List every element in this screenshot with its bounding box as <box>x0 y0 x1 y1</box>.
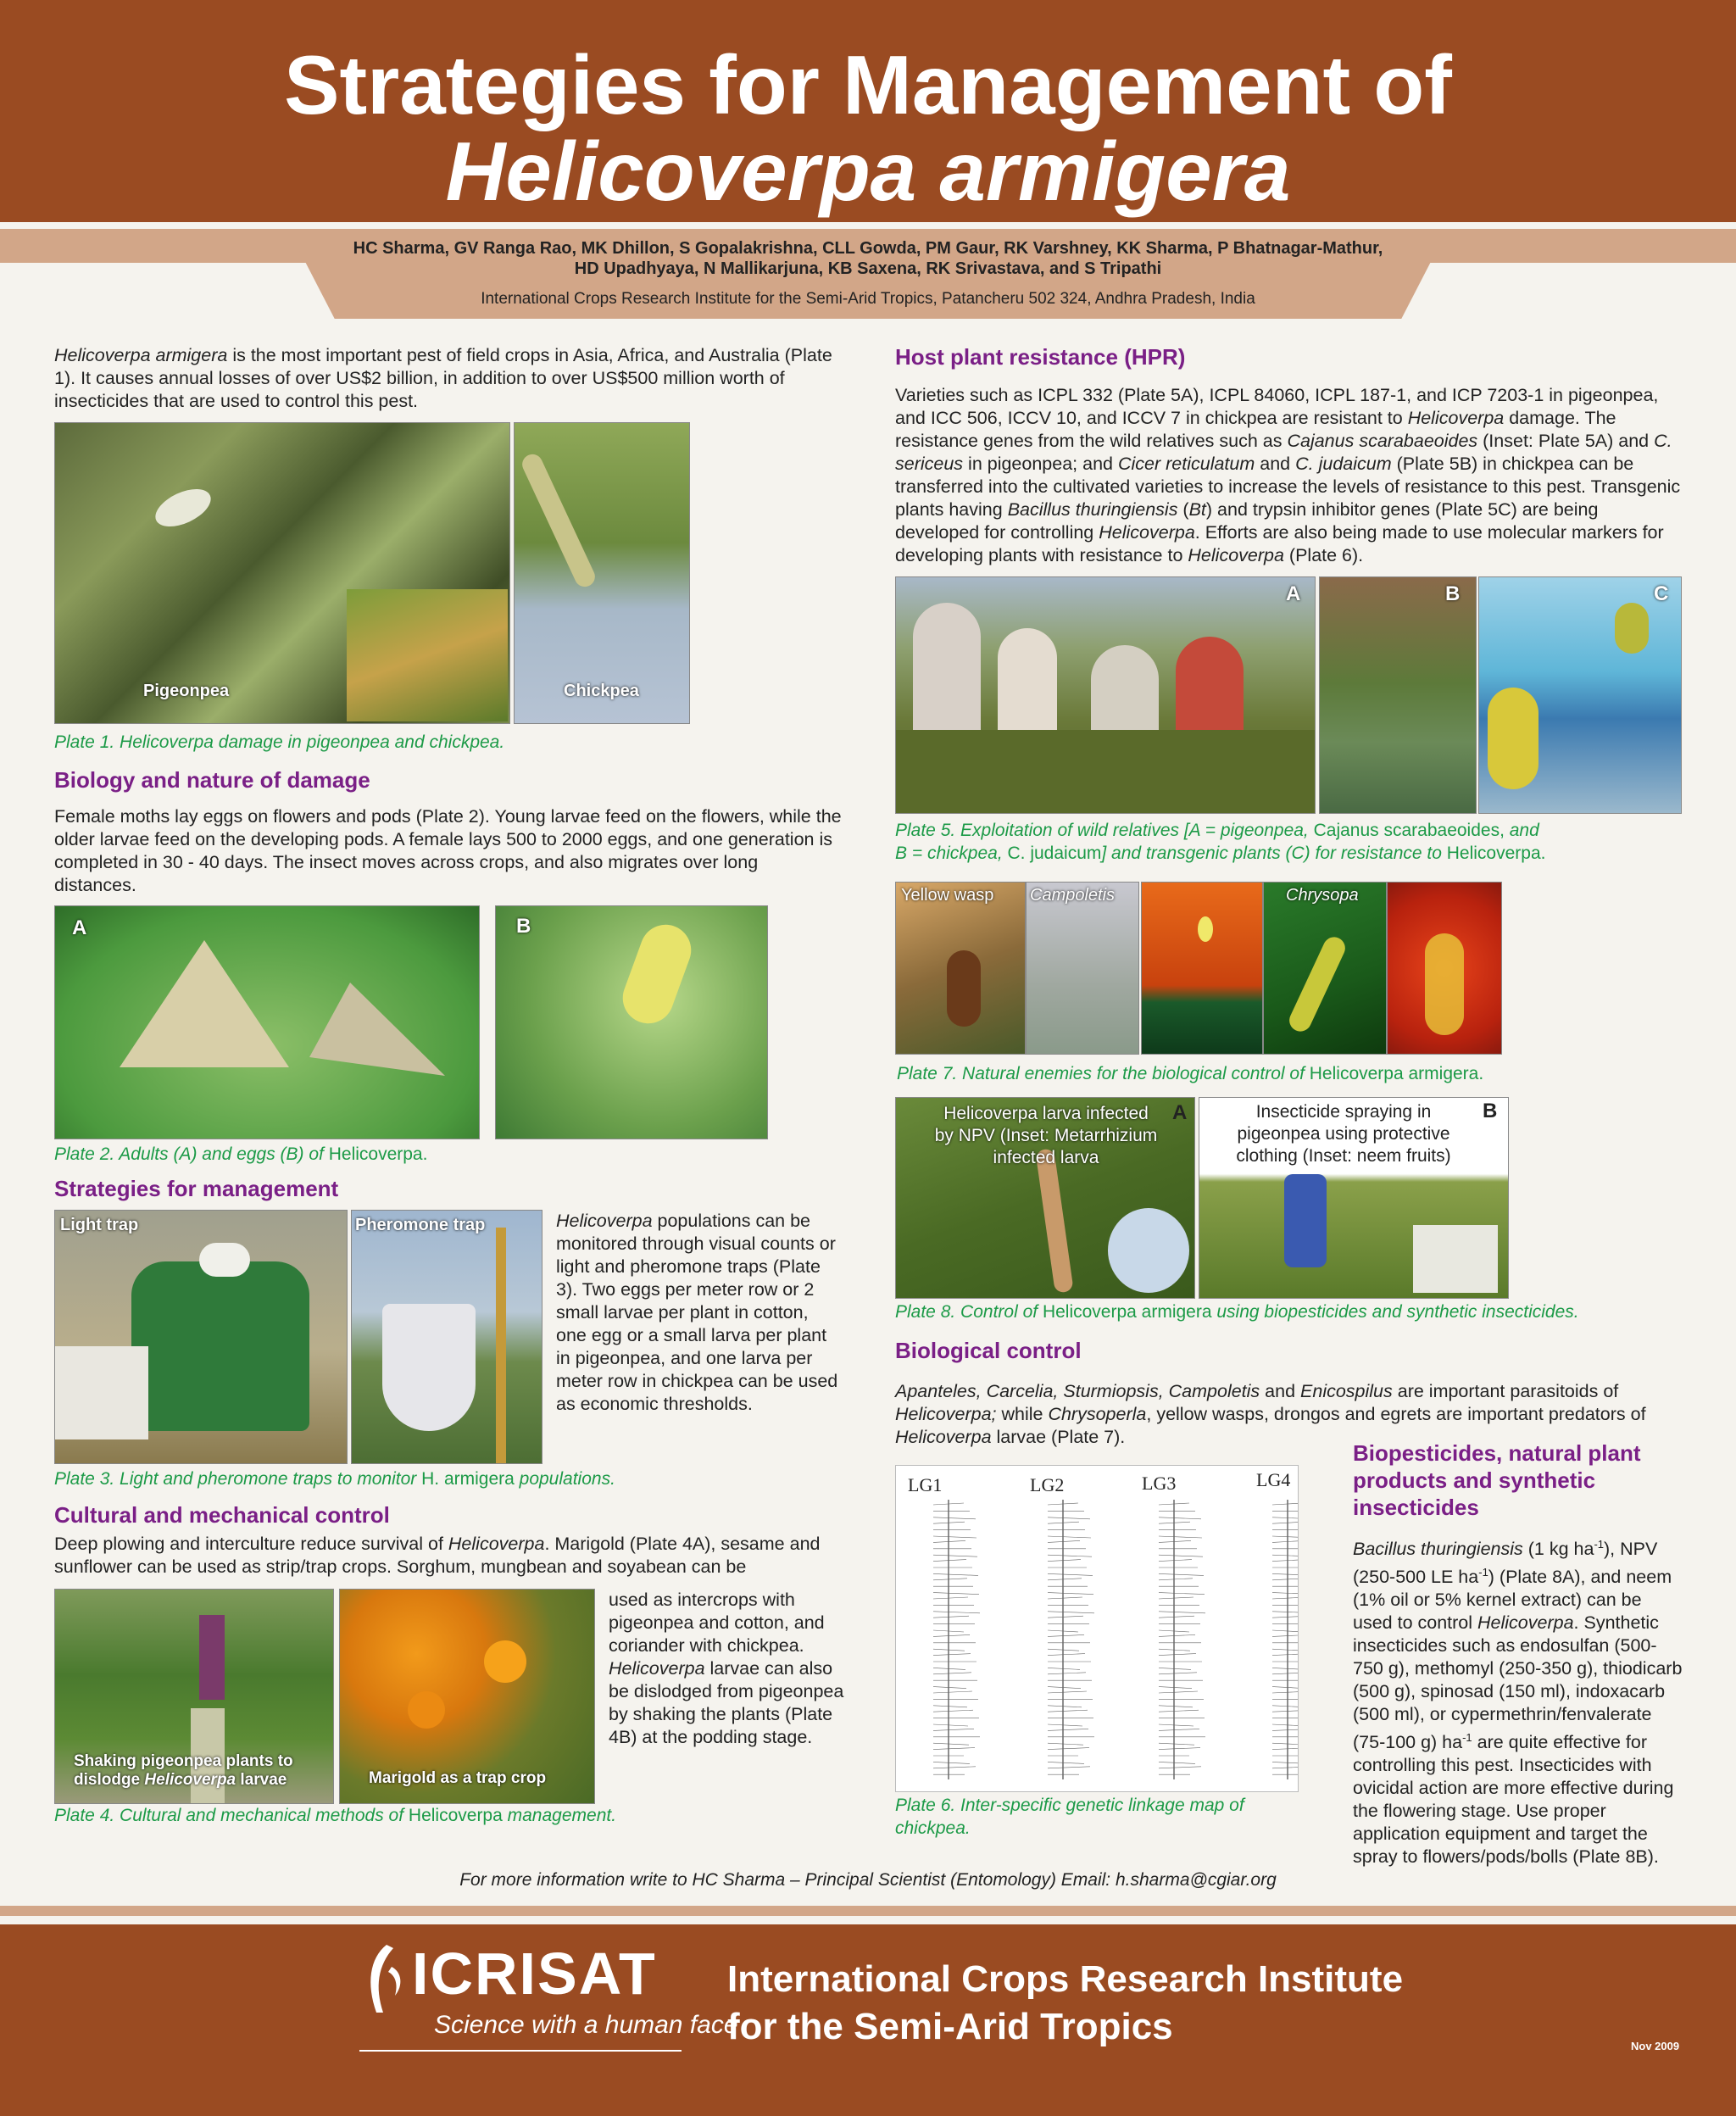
linkage-marker <box>1048 1724 1082 1726</box>
plate3-caption <box>54 1467 615 1490</box>
linkage-marker <box>933 1540 965 1542</box>
plate2-caption-species: Helicoverpa. <box>328 1144 428 1164</box>
biopesticides-text-1: (1 kg ha <box>1522 1539 1594 1560</box>
linkage-marker <box>1048 1540 1080 1542</box>
linkage-marker <box>1159 1579 1193 1580</box>
linkage-marker <box>1272 1767 1298 1768</box>
linkage-marker <box>1048 1748 1089 1750</box>
linkage-marker <box>1048 1634 1084 1636</box>
hpr-species-5: C. judaicum <box>1295 454 1392 474</box>
biological-text-3: while <box>996 1404 1049 1424</box>
linkage-marker <box>1272 1724 1298 1726</box>
linkage-marker <box>1048 1743 1083 1745</box>
linkage-marker <box>1272 1673 1298 1674</box>
plate5-pigeonpea-photo <box>895 576 1316 814</box>
cultural-side-paragraph <box>609 1589 846 1749</box>
linkage-marker <box>933 1767 976 1768</box>
authors-line1: HC Sharma, GV Ranga Rao, MK Dhillon, S Gopalakrishna, CLL Gowda, PM Gaur, RK Varshney, KK Sharma, P Bhatnagar-Mathur, <box>353 239 1383 258</box>
linkage-marker <box>1272 1748 1298 1750</box>
biological-text-2: are important parasitoids of <box>1392 1381 1619 1401</box>
biopesticides-sup-3: -1 <box>1462 1731 1472 1745</box>
biopesticides-text-3: ) (Plate 8A), and neem (1% oil or 5% kernel extract) can be used to control <box>1353 1567 1672 1634</box>
plate8-b-line3: clothing (Inset: neem fruits) <box>1236 1146 1451 1166</box>
cultural-paragraph <box>54 1533 843 1579</box>
plate5-caption-1b: Cajanus scarabaeoides, <box>1313 821 1505 840</box>
hpr-text-9: . Efforts are also being made to use molecular markers for developing plants with resistance to <box>895 522 1664 565</box>
plate8-b-line2: pigeonpea using protective <box>1237 1124 1450 1144</box>
affiliation: International Crops Research Institute for the Semi-Arid Tropics, Patancheru 502 324, Andhra Pradesh, India <box>481 290 1255 308</box>
biological-text-4: , yellow wasps, drongos and egrets are important predators of <box>1146 1404 1646 1424</box>
biological-text-1: and <box>1260 1381 1301 1401</box>
plate8-caption-a: Plate 8. Control of <box>895 1302 1043 1322</box>
linkage-marker <box>1159 1687 1192 1689</box>
linkage-marker <box>1159 1593 1205 1595</box>
linkage-marker <box>933 1729 974 1730</box>
plate4-shaking-label-b: dislodge <box>74 1771 145 1789</box>
plate8-caption <box>895 1300 1579 1323</box>
linkage-marker <box>1159 1517 1201 1519</box>
linkage-marker <box>1048 1762 1084 1763</box>
linkage-marker <box>1159 1616 1194 1618</box>
hpr-species-8: Helicoverpa <box>1099 522 1195 543</box>
linkage-marker <box>933 1654 971 1656</box>
plate1-chickpea-label: Chickpea <box>564 682 639 700</box>
plate3-caption-c: populations. <box>514 1469 615 1489</box>
linkage-marker <box>1272 1654 1298 1656</box>
linkage-marker <box>1159 1729 1199 1730</box>
plate8-a-line1: Helicoverpa larva infected <box>943 1104 1149 1123</box>
plate2-label-a: A <box>72 916 87 939</box>
plate5-caption-1c: and <box>1504 821 1539 840</box>
hpr-species-4: Cicer reticulatum <box>1117 454 1255 474</box>
linkage-marker <box>1159 1634 1195 1636</box>
linkage-marker <box>1048 1579 1082 1580</box>
linkage-marker <box>933 1634 970 1636</box>
linkage-marker <box>1159 1597 1194 1599</box>
plate7-chrysopa-photo <box>1263 882 1387 1055</box>
plate8-a-line2: by NPV (Inset: Metarrhizium <box>934 1126 1158 1145</box>
linkage-marker <box>1048 1673 1086 1674</box>
plate6-caption-line1: Plate 6. Inter-specific genetic linkage map of <box>895 1796 1244 1815</box>
linkage-marker <box>1048 1597 1082 1599</box>
plate3-light-trap-photo <box>54 1210 348 1464</box>
plate7-wasp-label: Yellow wasp <box>901 886 994 905</box>
plate1-pigeonpea-photo <box>54 422 510 724</box>
plate6-caption-line2: chickpea. <box>895 1818 971 1838</box>
linkage-marker <box>1159 1691 1198 1693</box>
lg3-label: LG3 <box>1142 1473 1177 1494</box>
cultural-heading: Cultural and mechanical control <box>54 1502 390 1528</box>
biopesticides-sup-2: -1 <box>1478 1566 1488 1579</box>
plate4-caption-a: Plate 4. Cultural and mechanical methods of <box>54 1806 409 1825</box>
biopesticides-heading-line2: products and synthetic <box>1353 1467 1596 1493</box>
linkage-marker <box>1048 1612 1094 1613</box>
linkage-marker <box>1272 1634 1298 1636</box>
linkage-marker <box>933 1560 966 1562</box>
authors-line2: HD Upadhyaya, N Mallikarjuna, KB Saxena, RK Srivastava, and S Tripathi <box>574 259 1162 278</box>
linkage-marker <box>933 1593 979 1595</box>
plate7-campoletis-label: Campoletis <box>1030 886 1116 905</box>
linkage-marker <box>1272 1579 1298 1580</box>
linkage-marker <box>1159 1654 1196 1656</box>
plate5-caption-2a: B = chickpea, <box>895 844 1008 863</box>
linkage-marker <box>933 1616 969 1618</box>
plate4-shaking-species: Helicoverpa <box>144 1771 236 1789</box>
plate5-label-a: A <box>1286 582 1301 605</box>
contact-line: For more information write to HC Sharma – Principal Scientist (Entomology) Email: h.sharma@cgiar.org <box>459 1870 1277 1890</box>
linkage-marker <box>933 1668 965 1669</box>
lg1-label: LG1 <box>908 1474 943 1495</box>
biological-species-1: Apanteles, Carcelia, Sturmiopsis, Campoletis <box>895 1381 1260 1401</box>
plate8-b-label <box>1216 1101 1471 1167</box>
biological-text-5: larvae (Plate 7). <box>991 1427 1126 1447</box>
plate5-label-b: B <box>1445 582 1461 605</box>
plate7-chrysopa-label: Chrysopa <box>1286 886 1359 905</box>
linkage-marker <box>1159 1560 1192 1562</box>
poster-title-line1: Strategies for Management of <box>284 38 1452 131</box>
linkage-marker <box>1272 1536 1298 1538</box>
icrisat-logo-text: ICRISAT <box>412 1941 657 2007</box>
hpr-species-7: Bt <box>1188 499 1206 520</box>
biopesticides-sup-1: -1 <box>1594 1538 1604 1551</box>
plate5-caption-2d: Helicoverpa. <box>1446 844 1546 863</box>
linkage-marker <box>1272 1668 1298 1669</box>
linkage-marker <box>1272 1762 1298 1763</box>
plate3-pheromone-label: Pheromone trap <box>355 1216 486 1234</box>
plate4-caption-b: Helicoverpa <box>408 1806 503 1825</box>
linkage-marker <box>1272 1597 1298 1599</box>
biopesticides-heading-line3: insecticides <box>1353 1495 1479 1520</box>
linkage-marker <box>1048 1767 1090 1768</box>
intro-text: is the most important pest of field crops in Asia, Africa, and Australia (Plate 1). It causes annual losses of over US$2 billion, in addition to over US$500 million worth of insecticides that are used to control this pest. <box>54 345 832 411</box>
hpr-paragraph <box>895 384 1683 567</box>
plate1-inset-photo <box>347 589 508 721</box>
linkage-marker <box>1159 1536 1202 1538</box>
linkage-marker <box>1048 1654 1085 1656</box>
plate7-wasp-photo <box>895 882 1026 1055</box>
linkage-marker <box>1159 1710 1199 1712</box>
linkage-marker <box>933 1706 967 1707</box>
linkage-marker <box>933 1673 971 1674</box>
biology-heading: Biology and nature of damage <box>54 767 370 793</box>
intro-species: Helicoverpa armigera <box>54 345 228 365</box>
biological-species-4: Chrysoperla <box>1048 1404 1147 1424</box>
plate5-chickpea-photo <box>1319 576 1477 814</box>
linkage-marker <box>1159 1767 1201 1768</box>
linkage-marker <box>933 1748 975 1750</box>
cultural-side-a: used as intercrops with pigeonpea and cotton, and coriander with chickpea. <box>609 1590 825 1656</box>
hpr-text-2: damage. The resistance genes from the wild relatives such as <box>895 408 1616 451</box>
linkage-marker <box>1272 1560 1298 1562</box>
linkage-marker <box>1272 1706 1298 1707</box>
linkage-marker <box>1272 1649 1298 1651</box>
linkage-marker <box>1272 1540 1298 1542</box>
strategies-species: Helicoverpa <box>556 1211 653 1231</box>
cultural-species: Helicoverpa <box>448 1534 545 1554</box>
linkage-marker <box>1272 1687 1298 1689</box>
plate7-caption-a: Plate 7. Natural enemies for the biological control of <box>897 1064 1310 1083</box>
hpr-species-1: Helicoverpa <box>1407 408 1505 428</box>
linkage-marker <box>1048 1668 1080 1669</box>
biological-species-2: Enicospilus <box>1300 1381 1393 1401</box>
plate2-label-b: B <box>516 915 531 938</box>
institute-name-line2: for the Semi-Arid Tropics <box>727 2006 1173 2047</box>
intro-paragraph <box>54 344 843 413</box>
biology-paragraph: Female moths lay eggs on flowers and pods (Plate 2). Young larvae feed on the flowers, while the older larvae feed on the developing pods. A female lays 500 to 2000 eggs, and one generation is completed in 30 - 40 days. The insect moves across crops, and also migrates over long distances. <box>54 806 842 895</box>
linkage-marker <box>1272 1616 1298 1618</box>
plate4-caption <box>54 1804 616 1827</box>
plate1-pigeonpea-label: Pigeonpea <box>143 682 230 700</box>
linkage-marker <box>1272 1691 1298 1693</box>
plate4-shaking-label <box>74 1752 293 1790</box>
plate8-a-label <box>923 1103 1169 1169</box>
plate4-shaking-photo <box>54 1589 334 1804</box>
plate8-a-line3: infected larva <box>993 1148 1099 1167</box>
plate4-caption-c: management. <box>502 1806 617 1825</box>
linkage-marker <box>1272 1729 1298 1730</box>
hpr-text-7: ( <box>1177 499 1189 520</box>
linkage-marker <box>933 1687 966 1689</box>
linkage-marker <box>1272 1612 1298 1613</box>
biological-species-5: Helicoverpa <box>895 1427 992 1447</box>
hpr-species-9: Helicoverpa <box>1188 545 1284 565</box>
linkage-marker <box>1159 1668 1191 1669</box>
linkage-marker <box>1048 1691 1087 1693</box>
hpr-text-8: ) and trypsin inhibitor genes (Plate 5C) are being developed for controlling <box>895 499 1599 543</box>
plate5-caption <box>895 819 1683 865</box>
linkage-marker <box>1159 1555 1203 1556</box>
plate8-letter-a: A <box>1172 1101 1188 1124</box>
plate2-eggs-photo <box>495 905 768 1139</box>
strategies-paragraph <box>556 1210 841 1416</box>
poster-title-line2: Helicoverpa armigera <box>445 125 1291 218</box>
cultural-text-b: . Marigold (Plate 4A), sesame and sunflower can be used as strip/trap crops. Sorghum, mungbean and soyabean can be <box>54 1534 821 1577</box>
linkage-marker <box>933 1710 973 1712</box>
plate8-letter-b: B <box>1483 1100 1498 1122</box>
linkage-marker <box>1159 1724 1194 1726</box>
plate5-caption-1a: Plate 5. Exploitation of wild relatives [A = pigeonpea, <box>895 821 1314 840</box>
linkage-marker <box>1272 1743 1298 1745</box>
linkage-marker <box>1159 1673 1197 1674</box>
biopesticides-text-5: are quite effective for controlling this pest. Insecticides with ovicidal action are more effective during the flowering stage. Use proper application equipment and target the spray to flowers/pods/bolls (Plate 8B). <box>1353 1732 1674 1868</box>
plate2-caption-text: Plate 2. Adults (A) and eggs (B) of <box>54 1144 329 1164</box>
linkage-marker <box>933 1573 978 1575</box>
plate7-campoletis-photo <box>1026 882 1139 1055</box>
linkage-marker <box>933 1597 968 1599</box>
linkage-lines <box>933 1500 1298 1779</box>
linkage-marker <box>933 1743 969 1745</box>
hpr-species-6: Bacillus thuringiensis <box>1007 499 1178 520</box>
plate2-adults-photo <box>54 905 480 1139</box>
lg4-label: LG4 <box>1256 1469 1291 1490</box>
plate7-caption <box>897 1062 1483 1085</box>
plate5-transgenic-photo <box>1478 576 1682 814</box>
linkage-marker <box>1048 1706 1082 1707</box>
linkage-marker <box>1159 1706 1193 1707</box>
linkage-marker <box>933 1555 977 1556</box>
linkage-marker <box>1048 1536 1091 1538</box>
hpr-species-3: C. sericeus <box>895 431 1672 474</box>
biopesticides-text-2: ), NPV (250-500 LE ha <box>1353 1539 1658 1588</box>
biopesticides-heading-line1: Biopesticides, natural plant <box>1353 1440 1641 1466</box>
linkage-marker <box>933 1612 980 1613</box>
linkage-marker <box>1272 1555 1298 1556</box>
linkage-marker <box>1159 1748 1200 1750</box>
plate7-caption-b: Helicoverpa armigera. <box>1309 1064 1484 1083</box>
biological-heading: Biological control <box>895 1338 1082 1363</box>
plate8-spraying-photo <box>1199 1097 1509 1299</box>
linkage-marker <box>1159 1612 1205 1613</box>
plate5-caption-2b: C. judaicum <box>1007 844 1102 863</box>
strategies-heading: Strategies for management <box>54 1176 339 1201</box>
strategies-text: populations can be monitored through visual counts or light and pheromone traps (Plate 3). Two eggs per meter row or 2 small larvae per plant in cotton, one egg or a small larva per plant in pigeonpea, and one larva per meter row in chickpea can be used as economic thresholds. <box>556 1211 838 1414</box>
linkage-marker <box>1272 1593 1298 1595</box>
linkage-marker <box>1048 1573 1093 1575</box>
plate6-caption <box>895 1794 1302 1840</box>
plate5-caption-2c: ] and transgenic plants (C) for resistance to <box>1101 844 1447 863</box>
linkage-marker <box>1272 1517 1298 1519</box>
plate4-marigold-photo <box>339 1589 595 1804</box>
plate7-lacewing-photo <box>1387 882 1502 1055</box>
linkage-marker <box>1272 1630 1298 1632</box>
linkage-marker <box>933 1691 972 1693</box>
footer-date: Nov 2009 <box>1631 2040 1680 2052</box>
biopesticides-text-4: . Synthetic insecticides such as endosulfan (500-750 g), methomyl (250-350 g), thiodicarb (500 g), spinosad (150 ml), indoxacarb (500 ml), or cypermethrin/fenvalerate (75-100 g) ha <box>1353 1612 1683 1753</box>
cultural-side-species: Helicoverpa <box>609 1658 705 1679</box>
plate1-caption: Plate 1. Helicoverpa damage in pigeonpea and chickpea. <box>54 732 505 752</box>
plate8-caption-b: Helicoverpa armigera <box>1042 1302 1212 1322</box>
logo-underline <box>359 2050 682 2052</box>
linkage-marker <box>1159 1762 1195 1763</box>
plate3-caption-b: H. armigera <box>421 1469 515 1489</box>
linkage-marker <box>933 1724 968 1726</box>
linkage-marker <box>1048 1616 1083 1618</box>
plate5-label-c: C <box>1654 582 1669 605</box>
plate8-caption-c: using biopesticides and synthetic insecticides. <box>1211 1302 1579 1322</box>
linkage-marker <box>1159 1573 1204 1575</box>
plate3-light-trap-label: Light trap <box>60 1216 139 1234</box>
linkage-marker <box>933 1517 976 1519</box>
linkage-marker <box>1048 1517 1090 1519</box>
plate1-chickpea-photo <box>514 422 690 724</box>
cultural-text-a: Deep plowing and interculture reduce survival of <box>54 1534 448 1554</box>
icrisat-plant-icon <box>361 1941 407 2016</box>
plate3-caption-a: Plate 3. Light and pheromone traps to monitor <box>54 1469 422 1489</box>
linkage-marker <box>933 1536 976 1538</box>
biopesticides-species-1: Bacillus thuringiensis <box>1353 1539 1523 1560</box>
linkage-map-svg <box>896 1466 1298 1791</box>
plate8-b-line1: Insecticide spraying in <box>1255 1102 1432 1122</box>
hpr-text-6: (Plate 5B) in chickpea can be transferred into the cultivated varieties to increase the levels of resistance to this pest. Transgenic plants having <box>895 454 1681 520</box>
plate8-npv-photo <box>895 1097 1195 1299</box>
biological-species-3: Helicoverpa; <box>895 1404 997 1424</box>
biopesticides-heading <box>1353 1439 1641 1521</box>
linkage-marker <box>1048 1729 1088 1730</box>
plate4-shaking-label-c: larvae <box>236 1771 287 1789</box>
linkage-marker <box>1272 1522 1298 1523</box>
linkage-marker <box>1048 1560 1081 1562</box>
hpr-species-2: Cajanus scarabaeoides <box>1287 431 1478 451</box>
institute-name-line1: International Crops Research Institute <box>727 1958 1404 2000</box>
linkage-marker <box>1048 1555 1092 1556</box>
cultural-side-b: larvae can also be dislodged from pigeonpea by shaking the plants (Plate 4B) at the podding stage. <box>609 1658 844 1747</box>
hpr-text-10: (Plate 6). <box>1283 545 1364 565</box>
hpr-text-5: and <box>1255 454 1296 474</box>
plate3-pheromone-trap-photo <box>351 1210 542 1464</box>
biological-paragraph <box>895 1380 1683 1449</box>
plate2-caption <box>54 1143 427 1166</box>
linkage-marker <box>1048 1710 1088 1712</box>
linkage-marker <box>1272 1503 1298 1505</box>
biopesticides-paragraph <box>1353 1533 1683 1868</box>
biopesticides-species-2: Helicoverpa <box>1477 1612 1574 1634</box>
linkage-marker <box>1272 1573 1298 1575</box>
linkage-marker <box>1159 1743 1194 1745</box>
plate4-marigold-label: Marigold as a trap crop <box>369 1769 547 1787</box>
linkage-marker <box>1272 1710 1298 1712</box>
hpr-text-4: in pigeonpea; and <box>963 454 1118 474</box>
linkage-marker <box>933 1762 970 1763</box>
plate4-shaking-label-a: Shaking pigeonpea plants to <box>74 1752 293 1770</box>
hpr-heading: Host plant resistance (HPR) <box>895 344 1186 370</box>
icrisat-tagline: Science with a human face <box>434 2011 738 2039</box>
hpr-text-3: (Inset: Plate 5A) and <box>1477 431 1655 451</box>
plate7-egg-photo <box>1141 882 1263 1055</box>
lg2-label: LG2 <box>1030 1474 1065 1495</box>
hpr-text-1: Varieties such as ICPL 332 (Plate 5A), ICPL 84060, ICPL 187-1, and ICP 7203-1 in pigeonpea, and ICC 506, ICCV 10, and ICCV 7 in chickpea are resistant to <box>895 385 1659 428</box>
plate6-linkage-map <box>895 1465 1299 1792</box>
linkage-marker <box>1048 1593 1093 1595</box>
linkage-marker <box>1048 1687 1081 1689</box>
footer-divider <box>0 1906 1736 1916</box>
linkage-marker <box>933 1579 967 1580</box>
linkage-marker <box>1159 1540 1191 1542</box>
